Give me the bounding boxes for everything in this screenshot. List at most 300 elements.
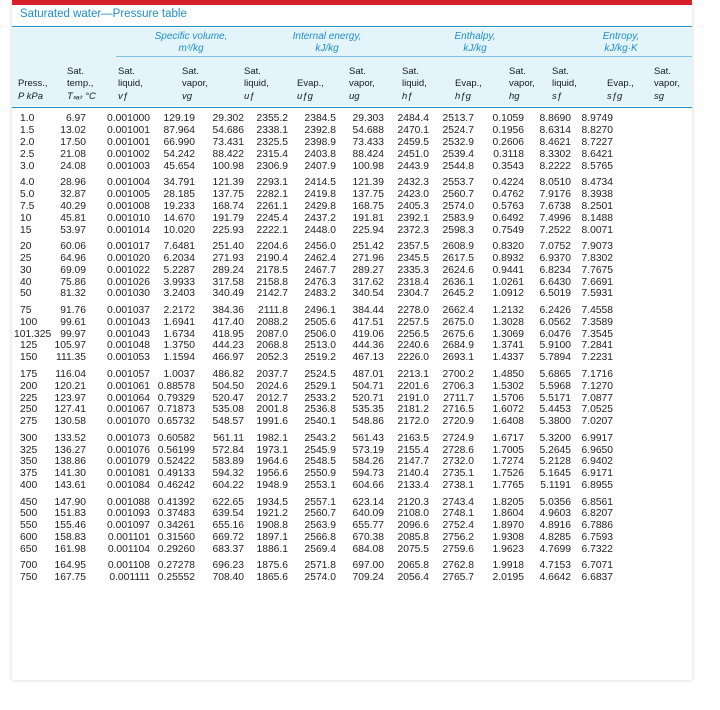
table-row xyxy=(12,468,615,480)
cell-vf: 0.001001 xyxy=(107,124,150,136)
cell-vf: 0.001053 xyxy=(107,352,150,364)
cell-sat-temp: 130.58 xyxy=(54,416,86,428)
cell-sf: 1.8604 xyxy=(492,508,524,520)
cell-press: 30 xyxy=(20,264,32,276)
cell-sat-temp: 147.90 xyxy=(54,496,86,508)
cell-ufg: 1875.6 xyxy=(256,560,288,572)
cell-sf: 0.2606 xyxy=(492,136,524,148)
title-rule xyxy=(12,26,692,27)
group-internal-energy: Internal energy, kJ/kg xyxy=(242,31,412,55)
cell-sfg: 5.5968 xyxy=(539,380,571,392)
table-row xyxy=(12,241,615,253)
table-row xyxy=(12,288,615,300)
cell-press: 1.0 xyxy=(20,113,35,124)
cell-vf: 0.001010 xyxy=(107,212,150,224)
cell-press: 5.0 xyxy=(20,188,35,200)
cell-ufg: 1973.1 xyxy=(256,444,288,456)
cell-press: 1.5 xyxy=(20,124,35,136)
cell-ug: 2533.2 xyxy=(304,392,336,404)
table-row xyxy=(12,352,615,364)
table-row xyxy=(12,532,615,544)
cell-ufg: 1934.5 xyxy=(256,496,288,508)
cell-hg: 2539.4 xyxy=(442,148,474,160)
cell-ug: 2548.5 xyxy=(304,456,336,468)
cell-sg: 7.0877 xyxy=(581,392,613,404)
cell-ug: 2557.1 xyxy=(304,496,336,508)
cell-hfg: 2155.4 xyxy=(397,444,429,456)
cell-uf: 604.22 xyxy=(212,480,244,492)
cell-sf: 0.7549 xyxy=(492,224,524,236)
cell-sat-temp: 28.96 xyxy=(60,176,86,188)
cell-ufg: 2293.1 xyxy=(256,176,288,188)
cell-hfg: 2191.0 xyxy=(397,392,429,404)
cell-sf: 1.3741 xyxy=(492,340,524,352)
col-header-hg: Sat. vapor, hɡ xyxy=(509,66,535,102)
cell-ufg: 2204.6 xyxy=(256,240,288,252)
cell-ufg: 2111.8 xyxy=(258,304,288,316)
cell-hfg: 2372.3 xyxy=(397,224,429,236)
cell-sfg: 5.4453 xyxy=(539,404,571,416)
cell-hg: 2675.6 xyxy=(442,328,474,340)
cell-hf: 417.51 xyxy=(352,316,384,328)
cell-sfg: 6.0476 xyxy=(539,328,571,340)
cell-sat-temp: 120.21 xyxy=(54,380,86,392)
cell-sf: 0.4224 xyxy=(492,176,524,188)
cell-vg: 28.185 xyxy=(163,188,195,200)
cell-hfg: 2108.0 xyxy=(397,508,429,520)
cell-ufg: 1897.1 xyxy=(256,532,288,544)
cell-ufg: 2087.0 xyxy=(256,328,288,340)
cell-hg: 2553.7 xyxy=(442,176,474,188)
cell-ug: 2536.8 xyxy=(304,404,336,416)
table-row xyxy=(12,149,615,161)
cell-hf: 29.303 xyxy=(352,113,384,124)
cell-ug: 2496.1 xyxy=(304,304,336,316)
cell-sfg: 6.2426 xyxy=(539,304,571,316)
cell-hfg: 2226.0 xyxy=(397,352,429,364)
cell-press: 450 xyxy=(20,496,38,508)
cell-sf: 0.5763 xyxy=(492,200,524,212)
cell-hf: 121.39 xyxy=(352,176,384,188)
cell-uf: 594.32 xyxy=(212,468,244,480)
group-specific-volume: Specific volume, m³/kg xyxy=(116,31,266,55)
cell-ug: 2519.2 xyxy=(304,352,336,364)
cell-press: 200 xyxy=(20,380,38,392)
cell-sf: 0.6492 xyxy=(492,212,524,224)
cell-ufg: 2052.3 xyxy=(256,352,288,364)
cell-sfg: 6.0562 xyxy=(539,316,571,328)
cell-hg: 2700.2 xyxy=(442,368,474,380)
cell-vf: 0.001101 xyxy=(107,532,150,544)
col-header-sf: Sat. liquid, sƒ xyxy=(552,66,577,102)
cell-hf: 561.43 xyxy=(352,432,384,444)
cell-hfg: 2147.7 xyxy=(397,456,429,468)
cell-sfg: 4.8285 xyxy=(539,532,571,544)
cell-uf: 561.11 xyxy=(213,432,244,444)
cell-hfg: 2432.3 xyxy=(397,176,429,188)
cell-press: 275 xyxy=(20,416,38,428)
cell-sat-temp: 99.97 xyxy=(60,328,86,340)
cell-vg: 6.2034 xyxy=(163,252,195,264)
cell-sf: 0.4762 xyxy=(492,188,524,200)
cell-ufg: 1865.6 xyxy=(256,572,288,584)
cell-hg: 2762.8 xyxy=(442,560,474,572)
cell-hfg: 2213.1 xyxy=(397,368,429,380)
cell-hf: 604.66 xyxy=(352,480,384,492)
cell-sg: 6.9402 xyxy=(581,456,613,468)
cell-vg: 10.020 xyxy=(163,224,195,236)
cell-press: 750 xyxy=(20,572,38,584)
cell-ug: 2462.4 xyxy=(304,252,336,264)
cell-vg: 1.6941 xyxy=(163,316,195,328)
cell-ug: 2483.2 xyxy=(304,288,336,300)
cell-sg: 8.8270 xyxy=(581,124,613,136)
cell-sfg: 5.2645 xyxy=(539,444,571,456)
cell-sfg: 8.3302 xyxy=(539,148,571,160)
cell-hf: 191.81 xyxy=(352,212,384,224)
cell-vg: 19.233 xyxy=(163,200,195,212)
cell-sat-temp: 13.02 xyxy=(60,124,86,136)
cell-ufg: 2088.2 xyxy=(256,316,288,328)
cell-hf: 444.36 xyxy=(352,340,384,352)
cell-vg: 0.79329 xyxy=(157,392,195,404)
cell-hfg: 2345.5 xyxy=(397,252,429,264)
cell-ufg: 2024.6 xyxy=(256,380,288,392)
cell-sg: 6.7071 xyxy=(581,560,613,572)
cell-sf: 1.3069 xyxy=(492,328,524,340)
cell-hfg: 2065.8 xyxy=(397,560,429,572)
table-row xyxy=(12,189,615,201)
cell-vg: 0.88578 xyxy=(157,380,195,392)
cell-sfg: 5.1645 xyxy=(539,468,571,480)
table-row xyxy=(12,381,615,393)
cell-ug: 2476.3 xyxy=(304,276,336,288)
cell-vg: 5.2287 xyxy=(163,264,195,276)
cell-vg: 0.29260 xyxy=(157,544,195,556)
cell-hg: 2752.4 xyxy=(442,520,474,532)
col-header-sg: Sat. vapor, sɡ xyxy=(654,66,680,102)
cell-sfg: 7.2522 xyxy=(539,224,571,236)
cell-hf: 251.42 xyxy=(352,240,384,252)
cell-hg: 2675.0 xyxy=(442,316,474,328)
cell-press: 7.5 xyxy=(20,200,35,212)
cell-uf: 520.47 xyxy=(212,392,244,404)
cell-ufg: 1908.8 xyxy=(256,520,288,532)
cell-vg: 34.791 xyxy=(163,176,195,188)
cell-ufg: 1982.1 xyxy=(256,432,288,444)
cell-vg: 0.71873 xyxy=(157,404,195,416)
cell-hfg: 2096.6 xyxy=(397,520,429,532)
cell-hfg: 2163.5 xyxy=(397,432,429,444)
cell-hfg: 2423.0 xyxy=(397,188,429,200)
cell-hf: 709.24 xyxy=(352,572,384,584)
cell-vg: 87.964 xyxy=(163,124,195,136)
cell-vg: 7.6481 xyxy=(163,240,195,252)
cell-hg: 2608.9 xyxy=(442,240,474,252)
cell-hfg: 2257.5 xyxy=(397,316,429,328)
cell-vf: 0.001004 xyxy=(107,176,150,188)
cell-hfg: 2335.3 xyxy=(397,264,429,276)
cell-ufg: 1956.6 xyxy=(256,468,288,480)
col-header-hf: Sat. liquid, hƒ xyxy=(402,66,427,102)
cell-hf: 684.08 xyxy=(352,544,384,556)
cell-vf: 0.001020 xyxy=(107,252,150,264)
cell-sf: 0.1956 xyxy=(492,124,524,136)
cell-hf: 623.14 xyxy=(352,496,384,508)
cell-uf: 504.50 xyxy=(212,380,244,392)
cell-sf: 1.4850 xyxy=(492,368,524,380)
cell-hf: 225.94 xyxy=(352,224,384,236)
cell-sf: 1.3028 xyxy=(492,316,524,328)
cell-hfg: 2484.4 xyxy=(397,113,429,124)
col-header-uf: Sat. liquid, uƒ xyxy=(244,66,269,102)
cell-uf: 384.36 xyxy=(212,304,244,316)
cell-sfg: 5.3200 xyxy=(539,432,571,444)
table-row xyxy=(12,329,615,341)
cell-uf: 137.75 xyxy=(212,188,244,200)
cell-ufg: 1886.1 xyxy=(256,544,288,556)
cell-hf: 271.96 xyxy=(352,252,384,264)
cell-sf: 1.8970 xyxy=(492,520,524,532)
cell-ug: 2545.9 xyxy=(304,444,336,456)
cell-vg: 1.0037 xyxy=(163,368,195,380)
cell-uf: 696.23 xyxy=(212,560,244,572)
cell-sfg: 5.9100 xyxy=(539,340,571,352)
table-row xyxy=(12,161,615,173)
cell-sg: 6.7322 xyxy=(581,544,613,556)
cell-hfg: 2133.4 xyxy=(397,480,429,492)
cell-sf: 1.6072 xyxy=(492,404,524,416)
table-row xyxy=(12,497,615,509)
cell-sg: 7.1716 xyxy=(581,368,613,380)
cell-ufg: 2306.9 xyxy=(256,160,288,172)
cell-hf: 504.71 xyxy=(352,380,384,392)
cell-hg: 2693.1 xyxy=(442,352,474,364)
cell-press: 100 xyxy=(20,316,38,328)
table-row xyxy=(12,572,615,584)
table-row xyxy=(12,456,615,468)
cell-sg: 7.8302 xyxy=(581,252,613,264)
cell-hg: 2598.3 xyxy=(442,224,474,236)
cell-sf: 1.7274 xyxy=(492,456,524,468)
cell-press: 75 xyxy=(20,304,32,316)
cell-hfg: 2201.6 xyxy=(397,380,429,392)
cell-hf: 487.01 xyxy=(352,368,384,380)
cell-vf: 0.001097 xyxy=(107,520,150,532)
cell-hg: 2583.9 xyxy=(442,212,474,224)
cell-ug: 2540.1 xyxy=(304,416,336,428)
cell-press: 50 xyxy=(20,288,32,300)
cell-sg: 6.7886 xyxy=(581,520,613,532)
cell-hf: 697.00 xyxy=(352,560,384,572)
col-header-vf: Sat. liquid, vƒ xyxy=(118,66,143,102)
cell-vf: 0.001005 xyxy=(107,188,150,200)
col-header-hfg: Evap., hƒɡ xyxy=(455,78,482,102)
cell-hg: 2711.7 xyxy=(443,392,474,404)
cell-press: 40 xyxy=(20,276,32,288)
cell-vf: 0.001084 xyxy=(107,480,150,492)
cell-hg: 2532.9 xyxy=(442,136,474,148)
cell-vf: 0.001001 xyxy=(107,136,150,148)
cell-hfg: 2459.5 xyxy=(397,136,429,148)
table-row xyxy=(12,277,615,289)
cell-vf: 0.001002 xyxy=(107,148,150,160)
cell-sat-temp: 24.08 xyxy=(60,160,86,172)
cell-sg: 6.8207 xyxy=(581,508,613,520)
cell-sf: 1.7526 xyxy=(492,468,524,480)
cell-sf: 1.5706 xyxy=(492,392,524,404)
table-row xyxy=(12,369,615,381)
cell-ufg: 2158.8 xyxy=(256,276,288,288)
cell-vg: 0.60582 xyxy=(157,432,195,444)
cell-ufg: 2012.7 xyxy=(256,392,288,404)
cell-hg: 2720.9 xyxy=(442,416,474,428)
cell-hg: 2524.7 xyxy=(442,124,474,136)
cell-sat-temp: 32.87 xyxy=(60,188,86,200)
cell-sf: 0.3543 xyxy=(492,160,524,172)
cell-sat-temp: 138.86 xyxy=(54,456,86,468)
data-table xyxy=(12,113,615,584)
table-row xyxy=(12,445,615,457)
cell-press: 20 xyxy=(20,240,32,252)
cell-ufg: 1921.2 xyxy=(256,508,288,520)
cell-sat-temp: 116.04 xyxy=(55,368,86,380)
cell-sf: 1.0912 xyxy=(492,288,524,300)
cell-sg: 6.6837 xyxy=(581,572,613,584)
cell-uf: 669.72 xyxy=(212,532,244,544)
cell-uf: 444.23 xyxy=(212,340,244,352)
cell-uf: 251.40 xyxy=(212,240,244,252)
cell-ug: 2529.1 xyxy=(304,380,336,392)
cell-hf: 670.38 xyxy=(352,532,384,544)
cell-vf: 0.001093 xyxy=(107,508,150,520)
cell-vf: 0.001003 xyxy=(107,160,150,172)
cell-hfg: 2357.5 xyxy=(397,240,429,252)
cell-hfg: 2140.4 xyxy=(397,468,429,480)
table-row xyxy=(12,201,615,213)
cell-sfg: 6.6430 xyxy=(539,276,571,288)
cell-hfg: 2256.5 xyxy=(397,328,429,340)
cell-hfg: 2172.0 xyxy=(397,416,429,428)
cell-vg: 0.52422 xyxy=(157,456,195,468)
cell-sf: 1.7765 xyxy=(492,480,524,492)
cell-vf: 0.001043 xyxy=(107,316,150,328)
cell-sat-temp: 64.96 xyxy=(60,252,86,264)
cell-uf: 572.84 xyxy=(212,444,244,456)
cell-vf: 0.001067 xyxy=(107,404,150,416)
cell-vg: 0.37483 xyxy=(157,508,195,520)
cell-sfg: 6.5019 xyxy=(539,288,571,300)
table-row xyxy=(12,416,615,428)
table-title: Saturated water—Pressure table xyxy=(20,8,187,20)
cell-ufg: 2355.2 xyxy=(256,113,288,124)
cell-hf: 640.09 xyxy=(352,508,384,520)
table-row xyxy=(12,560,615,572)
cell-sat-temp: 91.76 xyxy=(60,304,86,316)
cell-uf: 100.98 xyxy=(212,160,244,172)
cell-sfg: 8.2222 xyxy=(539,160,571,172)
cell-uf: 340.49 xyxy=(212,288,244,300)
cell-sat-temp: 151.83 xyxy=(54,508,86,520)
cell-sfg: 8.6314 xyxy=(539,124,571,136)
cell-uf: 271.93 xyxy=(212,252,244,264)
cell-ug: 2448.0 xyxy=(304,224,336,236)
cell-ug: 2506.0 xyxy=(304,328,336,340)
cell-sf: 1.9308 xyxy=(492,532,524,544)
cell-ufg: 2222.1 xyxy=(256,224,288,236)
cell-ug: 2384.5 xyxy=(304,113,336,124)
cell-hg: 2544.8 xyxy=(442,160,474,172)
cell-sat-temp: 158.83 xyxy=(54,532,86,544)
col-header-vg: Sat. vapor, vɡ xyxy=(182,66,208,102)
cell-uf: 191.79 xyxy=(212,212,244,224)
cell-uf: 73.431 xyxy=(212,136,244,148)
cell-sat-temp: 45.81 xyxy=(60,212,86,224)
cell-sfg: 5.2128 xyxy=(539,456,571,468)
col-header-press: Press., P kPa xyxy=(18,78,48,102)
cell-ug: 2429.8 xyxy=(304,200,336,212)
cell-sat-temp: 167.75 xyxy=(54,572,86,584)
cell-ufg: 1964.6 xyxy=(256,456,288,468)
cell-ug: 2550.9 xyxy=(304,468,336,480)
cell-sfg: 7.4996 xyxy=(539,212,571,224)
cell-sfg: 7.6738 xyxy=(539,200,571,212)
table-row xyxy=(12,433,615,445)
cell-hfg: 2240.6 xyxy=(397,340,429,352)
cell-sf: 0.8932 xyxy=(492,252,524,264)
cell-sf: 1.0261 xyxy=(492,276,524,288)
col-header-sat-temp: Sat. temp., Tₛₐₜ °C xyxy=(67,66,96,102)
cell-vf: 0.001079 xyxy=(107,456,150,468)
table-row xyxy=(12,137,615,149)
cell-hf: 168.75 xyxy=(352,200,384,212)
cell-hf: 655.77 xyxy=(352,520,384,532)
cell-sfg: 6.8234 xyxy=(539,264,571,276)
cell-sfg: 5.3800 xyxy=(539,416,571,428)
cell-vg: 0.34261 xyxy=(157,520,195,532)
group-enthalpy: Enthalpy, kJ/kg xyxy=(400,31,550,55)
cell-hf: 573.19 xyxy=(352,444,384,456)
col-header-ug: Sat. vapor, uɡ xyxy=(349,66,375,102)
cell-hfg: 2085.8 xyxy=(397,532,429,544)
cell-hg: 2636.1 xyxy=(442,276,474,288)
cell-hfg: 2405.3 xyxy=(397,200,429,212)
cell-vg: 1.1594 xyxy=(163,352,195,364)
cell-hf: 73.433 xyxy=(352,136,384,148)
cell-vf: 0.001064 xyxy=(107,392,150,404)
cell-press: 650 xyxy=(20,544,38,556)
cell-vg: 3.2403 xyxy=(163,288,195,300)
cell-uf: 548.57 xyxy=(212,416,244,428)
table-row xyxy=(12,225,615,237)
cell-sg: 6.7593 xyxy=(581,532,613,544)
cell-sfg: 8.4621 xyxy=(539,136,571,148)
cell-hfg: 2470.1 xyxy=(397,124,429,136)
cell-vg: 1.3750 xyxy=(163,340,195,352)
cell-press: 15 xyxy=(20,224,32,236)
cell-sat-temp: 161.98 xyxy=(54,544,86,556)
cell-hfg: 2318.4 xyxy=(397,276,429,288)
cell-hfg: 2075.5 xyxy=(397,544,429,556)
cell-ug: 2569.4 xyxy=(304,544,336,556)
cell-vg: 1.6734 xyxy=(163,328,195,340)
table-row xyxy=(12,480,615,492)
cell-uf: 622.65 xyxy=(212,496,244,508)
cell-hfg: 2443.9 xyxy=(397,160,429,172)
cell-hfg: 2120.3 xyxy=(397,496,429,508)
cell-sat-temp: 6.97 xyxy=(65,113,86,124)
cell-vf: 0.001017 xyxy=(107,240,150,252)
